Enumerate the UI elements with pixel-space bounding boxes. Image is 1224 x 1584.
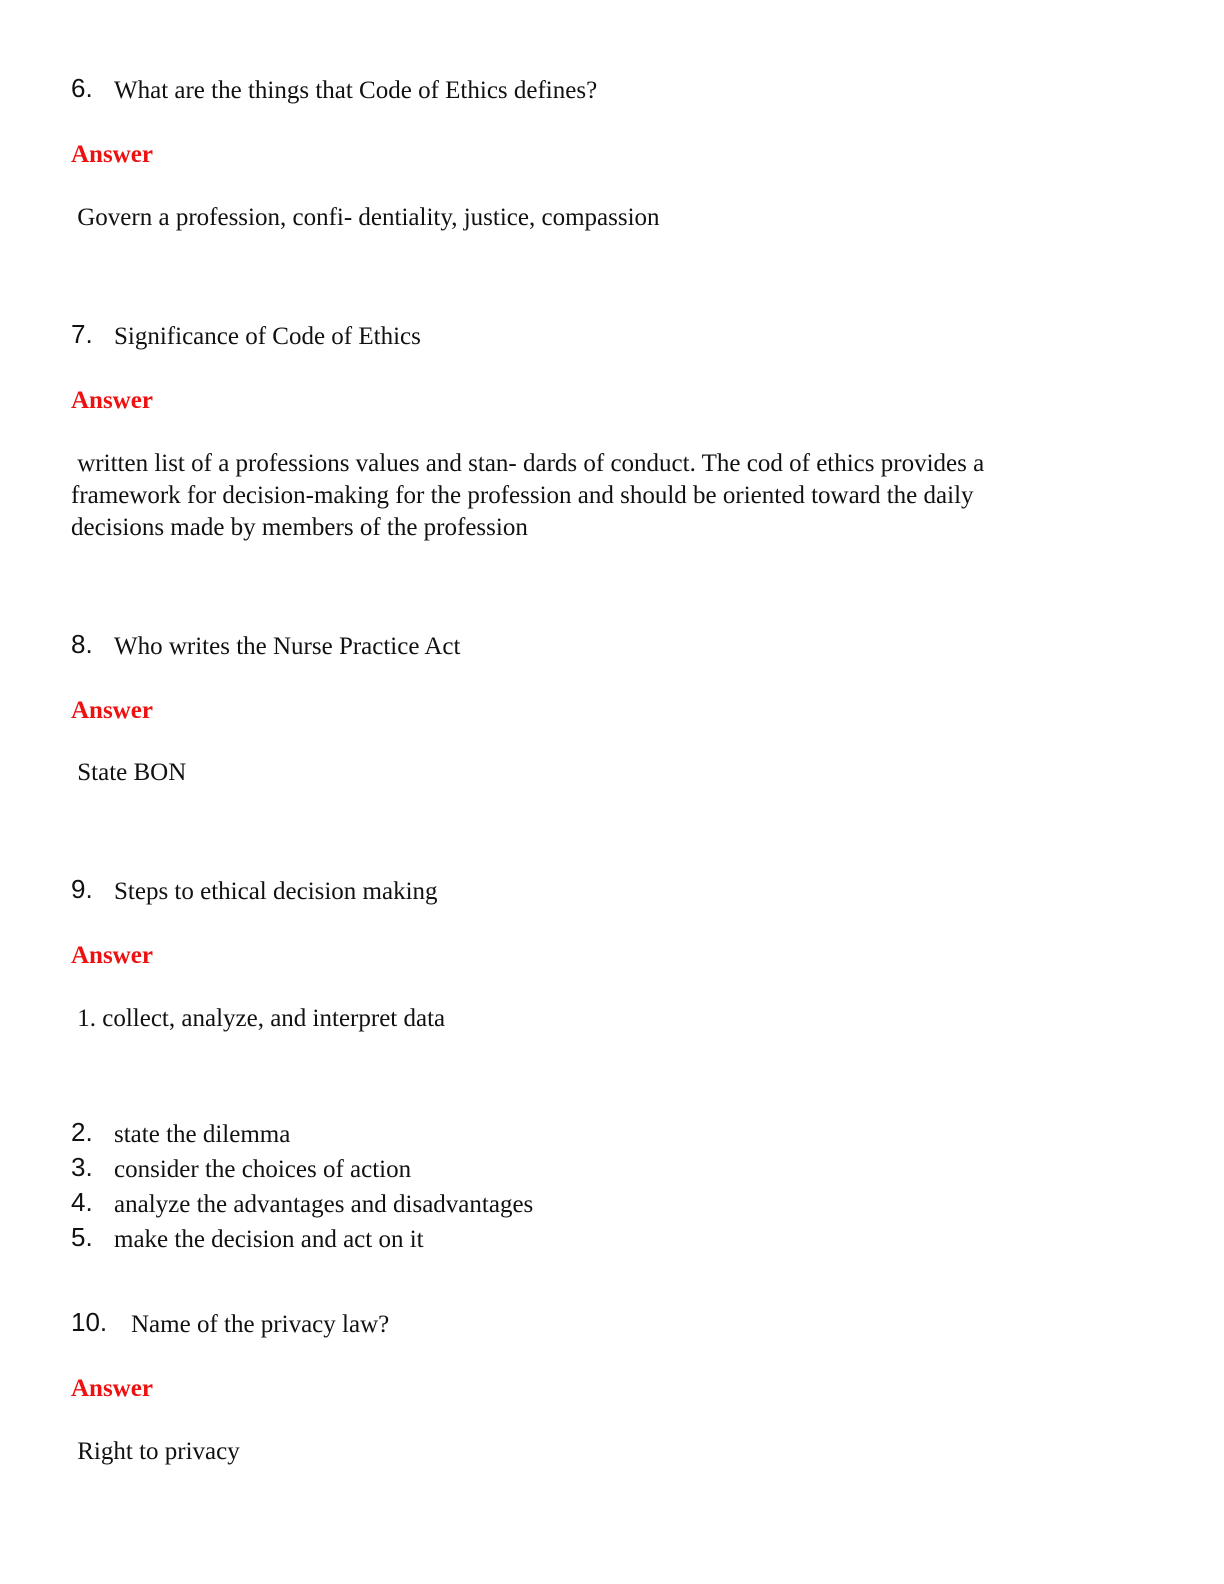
answer-label: Answer [71,141,153,168]
step-text: consider the choices of action [114,1156,412,1183]
answer-line: Right to privacy [71,1438,240,1465]
answer-text [71,202,660,234]
answer-label: Answer [71,942,153,969]
answer-line: decisions made by members of the profession [71,514,528,541]
answer-text [71,1436,240,1468]
answer-line: framework for decision-making for the profession and should be oriented toward the daily [71,482,974,509]
question-text: Name of the privacy law? [131,1311,390,1338]
step-number: 4. [71,1187,93,1217]
step-text: make the decision and act on it [114,1226,424,1253]
step-number: 2. [71,1117,93,1147]
answer-text [71,448,984,544]
answer-line: 1. collect, analyze, and interpret data [71,1005,446,1032]
step-number: 3. [71,1152,93,1182]
question-text: Significance of Code of Ethics [114,323,421,350]
answer-text [71,757,186,789]
question-text: What are the things that Code of Ethics defines? [114,77,598,104]
step-text: state the dilemma [114,1121,291,1148]
answer-label: Answer [71,1375,153,1402]
answer-text [71,1003,445,1035]
answer-label: Answer [71,697,153,724]
step-text: analyze the advantages and disadvantages [114,1191,534,1218]
answer-line: State BON [71,759,187,786]
question-number: 8. [71,629,93,659]
step-number: 5. [71,1222,93,1252]
question-number: 9. [71,874,93,904]
question-number: 10. [71,1307,108,1337]
answer-label: Answer [71,387,153,414]
question-text: Who writes the Nurse Practice Act [114,633,461,660]
question-text: Steps to ethical decision making [114,878,438,905]
question-number: 6. [71,73,93,103]
answer-line: written list of a professions values and stan- dards of conduct. The cod of ethics provides a [71,450,985,477]
answer-line: Govern a profession, confi- dentiality, justice, compassion [71,204,660,231]
question-number: 7. [71,319,93,349]
